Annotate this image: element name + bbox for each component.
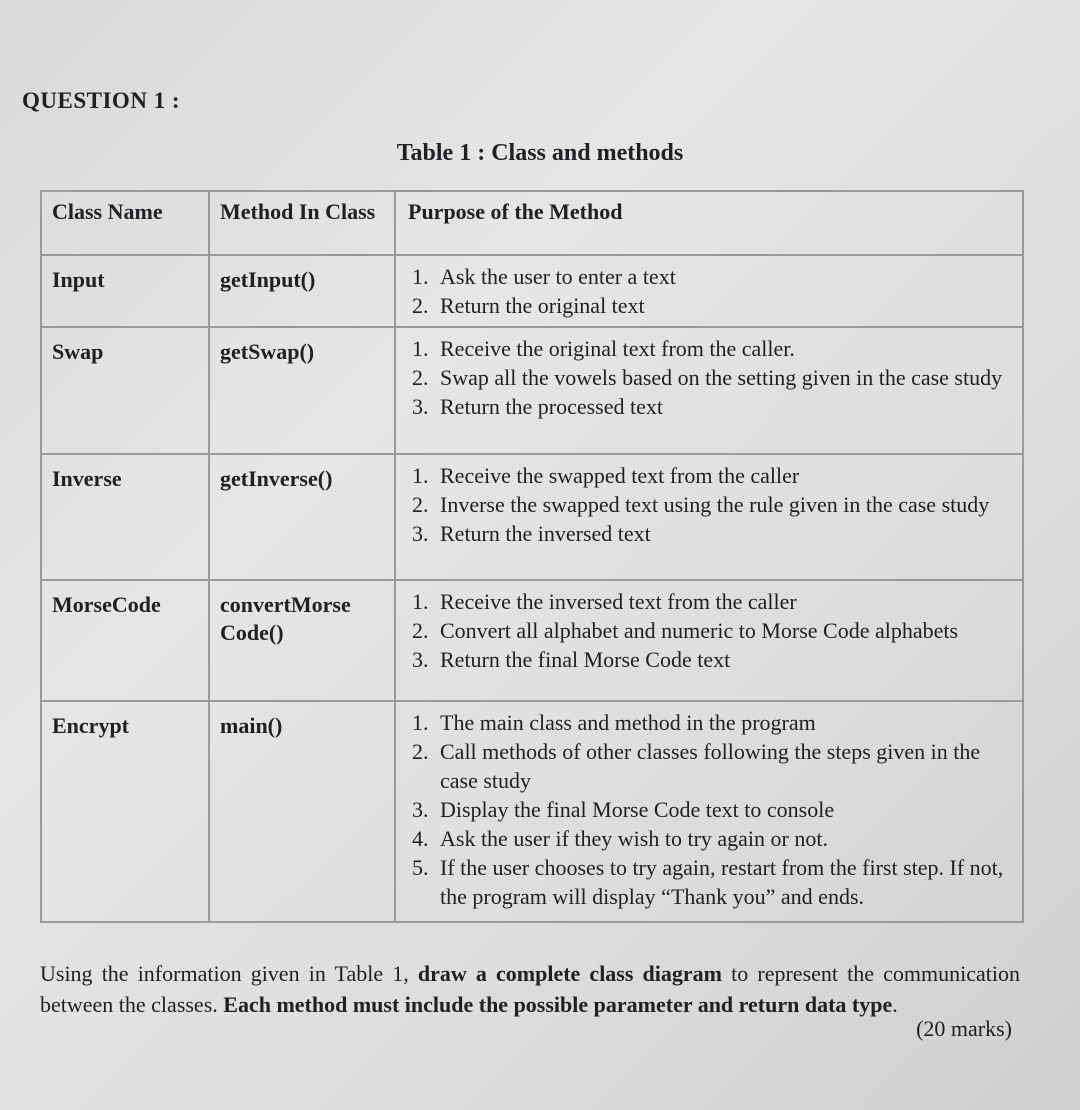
class-name-cell: Swap <box>41 327 209 454</box>
purpose-step: 1. Receive the swapped text from the caller <box>434 461 1014 490</box>
table-row <box>41 454 1023 579</box>
header-class-name: Class Name <box>41 191 209 255</box>
method-cell: getInput() <box>209 255 395 327</box>
purpose-step: 2. Inverse the swapped text using the rule given in the case study <box>434 490 1014 519</box>
table-caption: Table 1 : Class and methods <box>396 140 684 166</box>
purpose-steps-list <box>402 461 1014 548</box>
method-cell: convertMorse Code() <box>209 580 395 701</box>
header-purpose: Purpose of the Method <box>395 191 1023 255</box>
purpose-step: 2. Convert all alphabet and numeric to Morse Code alphabets <box>434 616 1014 645</box>
method-cell: getSwap() <box>209 327 395 454</box>
purpose-cell <box>395 255 1023 327</box>
purpose-steps-list <box>402 262 1014 320</box>
table-row <box>41 255 1023 327</box>
instruction-part: to represent the communication between the classes. <box>40 961 1021 1017</box>
purpose-step: 2. Swap all the vowels based on the setting given in the case study <box>434 363 1014 392</box>
purpose-step: 1. Receive the original text from the caller. <box>434 334 1014 363</box>
purpose-step: 3. Return the processed text <box>434 392 1014 421</box>
purpose-cell <box>395 454 1023 579</box>
class-name-cell: Input <box>41 255 209 327</box>
purpose-cell <box>395 580 1023 701</box>
purpose-cell <box>395 701 1023 922</box>
instruction-bold: Each method must include the possible parameter and return data type <box>223 992 893 1017</box>
purpose-step: 5. If the user chooses to try again, restart from the first step. If not, the program will display “Thank you” and ends. <box>434 853 1014 911</box>
instruction-part: Using the information given in Table 1, <box>40 961 418 986</box>
purpose-steps-list <box>402 334 1014 421</box>
purpose-steps-list <box>402 587 1014 674</box>
instruction-text <box>40 958 1020 1020</box>
marks-label: (20 marks) <box>916 1016 1012 1041</box>
purpose-steps-list <box>402 708 1014 911</box>
table-header-row <box>41 191 1023 255</box>
class-name-cell: Inverse <box>41 454 209 579</box>
purpose-step: 2. Call methods of other classes following the steps given in the case study <box>434 737 1014 795</box>
method-cell: main() <box>209 701 395 922</box>
purpose-step: 3. Return the inversed text <box>434 519 1014 548</box>
purpose-step: 2. Return the original text <box>434 291 1014 320</box>
method-cell: getInverse() <box>209 454 395 579</box>
question-label: QUESTION 1 : <box>22 88 181 113</box>
purpose-step: 1. Ask the user to enter a text <box>434 262 1014 291</box>
class-name-cell: Encrypt <box>41 701 209 922</box>
purpose-cell <box>395 327 1023 454</box>
header-method: Method In Class <box>209 191 395 255</box>
class-name-cell: MorseCode <box>41 580 209 701</box>
purpose-step: 1. Receive the inversed text from the caller <box>434 587 1014 616</box>
table-row <box>41 327 1023 454</box>
purpose-step: 3. Return the final Morse Code text <box>434 645 1014 674</box>
instruction-part: . <box>892 992 898 1017</box>
purpose-step: 4. Ask the user if they wish to try again or not. <box>434 824 1014 853</box>
instruction-bold: draw a complete class diagram <box>417 961 723 986</box>
purpose-step: 1. The main class and method in the program <box>434 708 1014 737</box>
purpose-step: 3. Display the final Morse Code text to console <box>434 795 1014 824</box>
class-methods-table <box>40 190 1024 923</box>
table-row <box>41 701 1023 922</box>
table-row <box>41 580 1023 701</box>
